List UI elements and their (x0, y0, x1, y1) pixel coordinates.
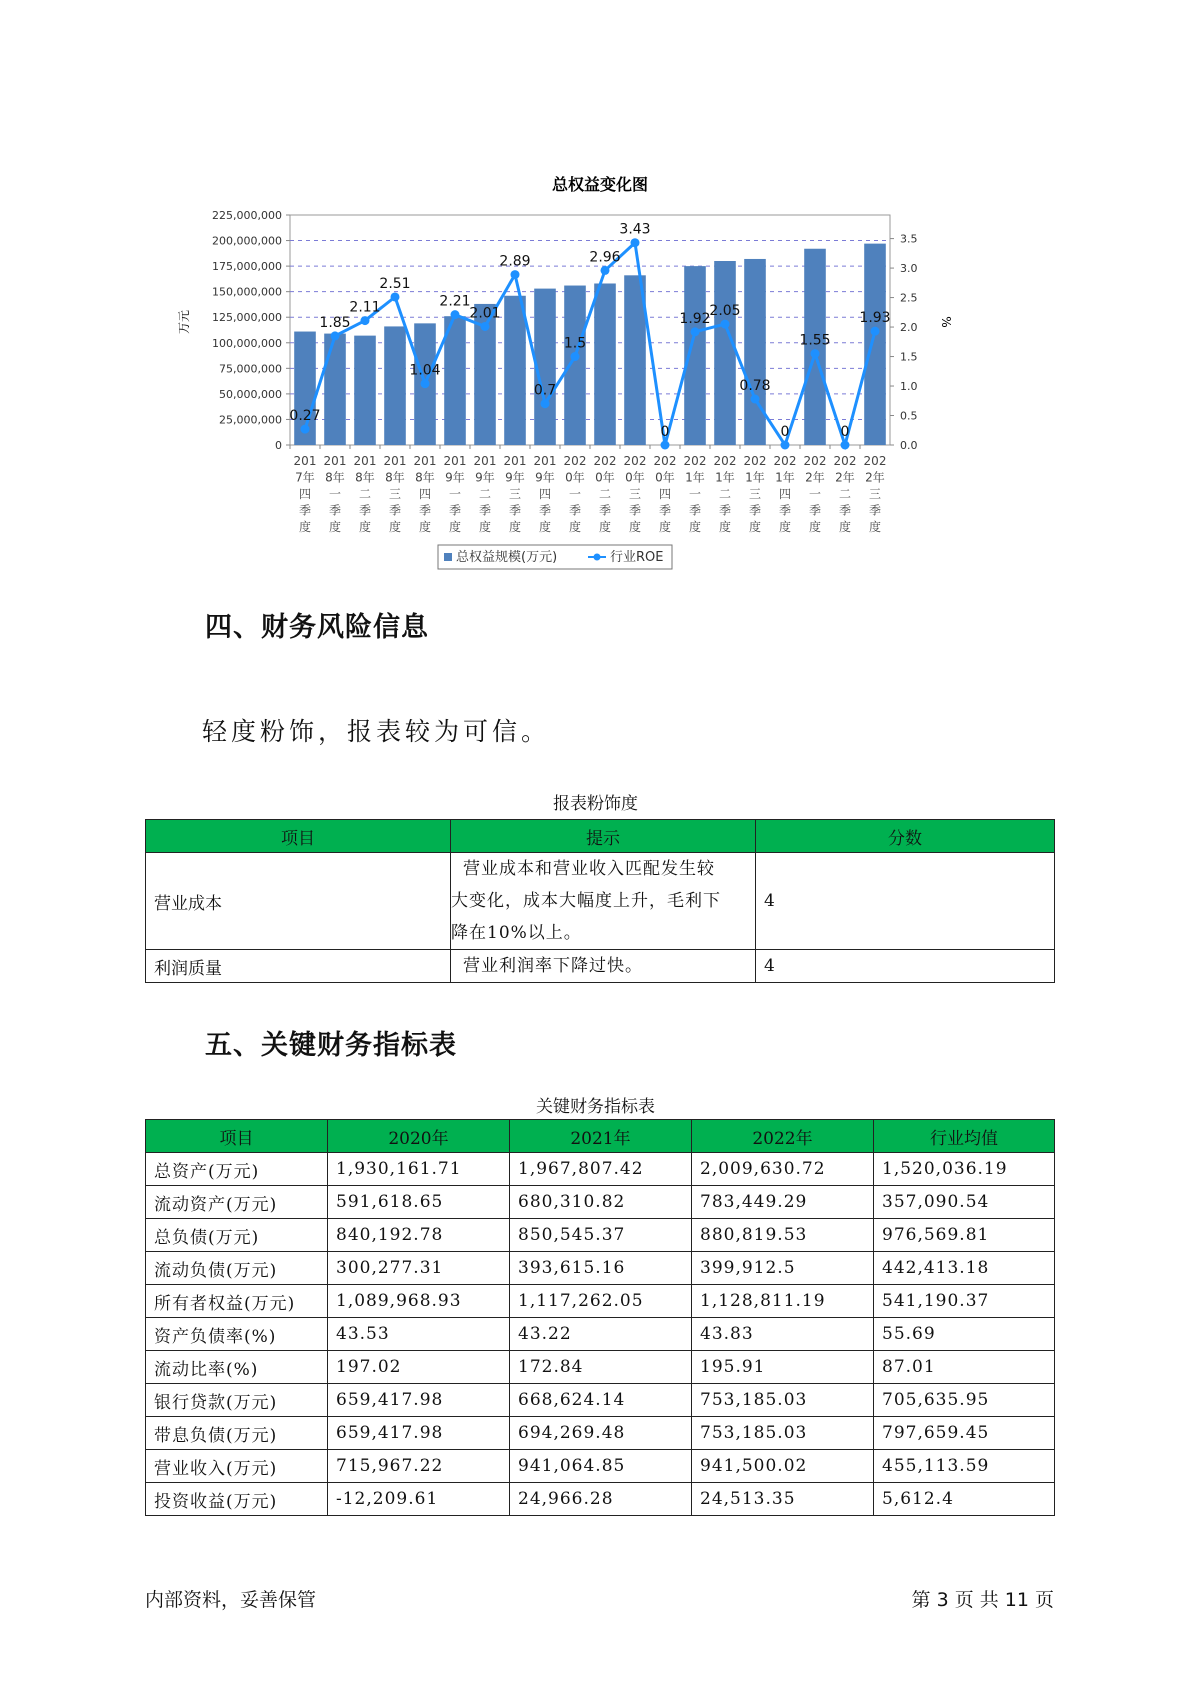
indicator-value-cell: 1,089,968.93 (328, 1285, 510, 1318)
table2-caption: 关键财务指标表 (536, 1097, 655, 1117)
y-tick-label: 100,000,000 (212, 336, 282, 350)
x-tick-label: 0年 (655, 470, 675, 485)
roe-point (631, 238, 640, 247)
x-tick-label: 度 (568, 520, 582, 534)
y-tick-label: 50,000,000 (219, 387, 282, 401)
table-row (146, 1153, 1055, 1186)
indicator-name-cell: 流动比率(%) (146, 1351, 328, 1384)
x-tick-label: 8年 (355, 470, 375, 485)
x-tick-label: 202 (833, 454, 857, 468)
x-tick-label: 季 (808, 503, 822, 518)
x-tick-label: 201 (413, 454, 437, 468)
roe-data-label: 0.7 (533, 382, 557, 399)
indicator-value-cell: 797,659.45 (874, 1417, 1055, 1450)
roe-point (811, 349, 820, 358)
y2-tick-label: 0.0 (900, 439, 918, 452)
indicator-value-cell: 941,500.02 (692, 1450, 874, 1483)
header-cell: 行业均值 (874, 1120, 1055, 1153)
indicator-value-cell: 197.02 (328, 1351, 510, 1384)
y2-tick-label: 1.0 (900, 380, 918, 394)
x-tick-label: 季 (358, 503, 372, 518)
table-row (146, 1384, 1055, 1417)
chart-legend (438, 545, 672, 569)
x-tick-label: 201 (323, 454, 347, 468)
x-tick-label: 季 (778, 503, 792, 518)
x-tick-label: 四 (298, 487, 312, 501)
x-tick-label: 季 (718, 503, 732, 518)
x-tick-label: 度 (298, 520, 312, 534)
y2-tick-label: 3.0 (900, 262, 918, 276)
roe-point (511, 270, 520, 279)
equity-bar (744, 259, 766, 445)
x-tick-label: 一 (808, 487, 822, 501)
x-tick-label: 度 (418, 520, 432, 534)
indicator-value-cell: 840,192.78 (328, 1219, 510, 1252)
indicator-value-cell: 2,009,630.72 (692, 1153, 874, 1186)
x-tick-label: 三 (388, 487, 402, 501)
x-tick-label: 2年 (865, 470, 885, 485)
x-tick-label: 季 (448, 503, 462, 518)
table-row (146, 1417, 1055, 1450)
indicator-value-cell: 399,912.5 (692, 1252, 874, 1285)
x-tick-label: 度 (388, 520, 402, 534)
y-tick-label: 200,000,000 (212, 234, 282, 248)
x-tick-label: 度 (688, 520, 702, 534)
roe-data-label: 1.5 (563, 335, 587, 352)
roe-point (391, 292, 400, 301)
indicator-value-cell: 694,269.48 (510, 1417, 692, 1450)
x-tick-label: 一 (328, 487, 342, 501)
equity-bar (864, 244, 886, 445)
x-tick-label: 度 (478, 520, 492, 534)
equity-bar (504, 296, 526, 445)
x-tick-label: 9年 (445, 470, 465, 485)
roe-point (691, 327, 700, 336)
indicator-value-cell: 55.69 (874, 1318, 1055, 1351)
indicator-value-cell: 753,185.03 (692, 1384, 874, 1417)
x-tick-label: 季 (838, 503, 852, 518)
score-cell: 4 (756, 950, 1055, 983)
roe-point (421, 379, 430, 388)
x-tick-label: 度 (718, 520, 732, 534)
indicator-value-cell: 880,819.53 (692, 1219, 874, 1252)
indicator-value-cell: 659,417.98 (328, 1384, 510, 1417)
header-cell: 2021年 (510, 1120, 692, 1153)
x-tick-label: 1年 (775, 470, 795, 485)
legend-line-label: 行业ROE (610, 550, 664, 565)
indicator-value-cell: 1,967,807.42 (510, 1153, 692, 1186)
x-tick-label: 季 (568, 503, 582, 518)
roe-point (301, 425, 310, 434)
x-tick-label: 0年 (595, 470, 615, 485)
roe-data-label: 2.11 (349, 299, 381, 316)
roe-point (661, 441, 670, 450)
x-tick-label: 二 (838, 487, 852, 501)
equity-bar (594, 283, 616, 445)
key-indicator-table (145, 1119, 1055, 1516)
roe-data-label: 0.78 (739, 378, 771, 394)
x-tick-label: 202 (773, 454, 797, 468)
x-tick-label: 季 (598, 503, 612, 518)
indicator-value-cell: 24,966.28 (510, 1483, 692, 1516)
equity-bar (324, 334, 346, 445)
x-tick-label: 201 (503, 454, 527, 468)
table1-caption: 报表粉饰度 (553, 794, 638, 814)
x-tick-label: 二 (718, 487, 732, 501)
indicator-value-cell: 43.83 (692, 1318, 874, 1351)
x-tick-label: 201 (383, 454, 407, 468)
x-tick-label: 四 (778, 487, 792, 501)
x-tick-label: 8年 (415, 470, 435, 485)
roe-point (331, 331, 340, 340)
roe-point (871, 327, 880, 336)
section5-heading: 五、关键财务指标表 (205, 1030, 457, 1061)
roe-point (781, 441, 790, 450)
roe-data-label: 2.01 (469, 305, 501, 322)
header-cell: 分数 (756, 820, 1055, 853)
x-tick-label: 8年 (385, 470, 405, 485)
indicator-value-cell: 976,569.81 (874, 1219, 1055, 1252)
score-cell: 4 (756, 853, 1055, 950)
equity-bar (384, 326, 406, 445)
x-tick-label: 202 (653, 454, 677, 468)
indicator-value-cell: 195.91 (692, 1351, 874, 1384)
y2-tick-label: 3.5 (900, 232, 918, 246)
x-tick-label: 度 (448, 520, 462, 534)
x-tick-label: 四 (418, 487, 432, 501)
x-tick-label: 一 (688, 487, 702, 501)
roe-data-label: 0.27 (289, 408, 321, 425)
x-tick-label: 202 (563, 454, 587, 468)
x-tick-label: 度 (508, 520, 522, 534)
section4-heading: 四、财务风险信息 (205, 612, 429, 643)
indicator-value-cell: 1,117,262.05 (510, 1285, 692, 1318)
x-tick-label: 三 (868, 487, 882, 501)
indicator-name-cell: 资产负债率(%) (146, 1318, 328, 1351)
x-tick-label: 202 (623, 454, 647, 468)
equity-change-chart (177, 165, 960, 625)
y-tick-label: 75,000,000 (219, 362, 282, 376)
x-tick-label: 度 (358, 520, 372, 534)
table-row (146, 1483, 1055, 1516)
x-tick-label: 季 (868, 503, 882, 518)
indicator-value-cell: 659,417.98 (328, 1417, 510, 1450)
x-tick-label: 202 (803, 454, 827, 468)
x-tick-label: 四 (538, 487, 552, 501)
y-tick-label: 25,000,000 (219, 413, 282, 427)
roe-point (721, 320, 730, 329)
roe-data-label: 0 (840, 424, 850, 440)
footer-confidential: 内部资料，妥善保管 (145, 1589, 317, 1611)
roe-data-label: 2.89 (499, 253, 531, 270)
indicator-name-cell: 总资产(万元) (146, 1153, 328, 1186)
indicator-value-cell: 1,520,036.19 (874, 1153, 1055, 1186)
equity-bar (354, 336, 376, 445)
indicator-value-cell: 753,185.03 (692, 1417, 874, 1450)
x-tick-label: 202 (863, 454, 887, 468)
indicator-name-cell: 银行贷款(万元) (146, 1384, 328, 1417)
x-tick-label: 四 (658, 487, 672, 501)
x-tick-label: 度 (598, 520, 612, 534)
roe-data-label: 2.51 (379, 275, 411, 292)
table-row (146, 1351, 1055, 1384)
y2-tick-label: 2.5 (900, 291, 918, 305)
indicator-name-cell: 所有者权益(万元) (146, 1285, 328, 1318)
x-tick-label: 季 (538, 503, 552, 518)
x-tick-label: 三 (508, 487, 522, 501)
roe-data-label: 3.43 (619, 221, 651, 238)
chart-title: 总权益变化图 (551, 175, 649, 194)
x-tick-label: 季 (508, 503, 522, 518)
roe-data-label: 2.96 (589, 249, 621, 266)
indicator-value-cell: 783,449.29 (692, 1186, 874, 1219)
indicator-name-cell: 带息负债(万元) (146, 1417, 328, 1450)
x-tick-label: 季 (748, 503, 762, 518)
x-tick-label: 季 (298, 503, 312, 518)
indicator-value-cell: 357,090.54 (874, 1186, 1055, 1219)
table-header-row (146, 1120, 1055, 1153)
x-tick-label: 度 (778, 520, 792, 534)
header-cell: 提示 (451, 820, 756, 853)
indicator-value-cell: 1,128,811.19 (692, 1285, 874, 1318)
hint-line: 营业成本和营业收入匹配发生较 (463, 859, 715, 879)
item-cell: 营业成本 (146, 853, 451, 950)
roe-point (451, 310, 460, 319)
indicator-value-cell: 705,635.95 (874, 1384, 1055, 1417)
y2-tick-label: 2.0 (900, 321, 918, 335)
table-row (146, 1450, 1055, 1483)
indicator-value-cell: 442,413.18 (874, 1252, 1055, 1285)
roe-point (571, 352, 580, 361)
roe-point (841, 441, 850, 450)
x-tick-label: 二 (358, 487, 372, 501)
x-tick-label: 8年 (325, 470, 345, 485)
roe-data-label: 1.85 (319, 314, 351, 331)
header-cell: 2020年 (328, 1120, 510, 1153)
roe-data-label: 2.05 (709, 303, 741, 320)
x-tick-label: 度 (808, 520, 822, 534)
x-tick-label: 度 (868, 520, 882, 534)
x-tick-label: 二 (598, 487, 612, 501)
indicator-value-cell: 541,190.37 (874, 1285, 1055, 1318)
indicator-value-cell: 591,618.65 (328, 1186, 510, 1219)
x-tick-label: 202 (713, 454, 737, 468)
x-tick-label: 201 (533, 454, 557, 468)
indicator-value-cell: 1,930,161.71 (328, 1153, 510, 1186)
roe-data-label: 0 (660, 424, 670, 440)
x-tick-label: 三 (748, 487, 762, 501)
indicator-value-cell: 941,064.85 (510, 1450, 692, 1483)
page-number: 第 3 页 共 11 页 (911, 1589, 1054, 1611)
indicator-name-cell: 投资收益(万元) (146, 1483, 328, 1516)
roe-data-label: 2.21 (439, 293, 471, 310)
roe-data-label: 1.04 (409, 362, 441, 379)
y2-tick-label: 1.5 (900, 350, 918, 364)
x-tick-label: 202 (683, 454, 707, 468)
y2-tick-label: 0.5 (900, 409, 918, 423)
table-row (146, 1186, 1055, 1219)
x-tick-label: 度 (838, 520, 852, 534)
roe-data-label: 1.92 (679, 310, 711, 327)
x-tick-label: 0年 (565, 470, 585, 485)
x-tick-label: 201 (353, 454, 377, 468)
legend-bar-label: 总权益规模(万元) (456, 550, 558, 565)
x-tick-label: 1年 (685, 470, 705, 485)
legend-bar-swatch (444, 553, 452, 561)
table-row (146, 1285, 1055, 1318)
header-cell: 项目 (146, 1120, 328, 1153)
whitewash-table (145, 819, 1055, 983)
hint-line: 大变化，成本大幅度上升，毛利下 (451, 891, 721, 911)
legend-line-marker (594, 554, 601, 561)
table-header-row (146, 820, 1055, 853)
x-tick-label: 一 (448, 487, 462, 501)
table-row (146, 950, 1055, 983)
section4-text: 轻度粉饰，报表较为可信。 (202, 717, 551, 746)
y-tick-label: 175,000,000 (212, 260, 282, 274)
indicator-value-cell: 680,310.82 (510, 1186, 692, 1219)
x-tick-label: 1年 (715, 470, 735, 485)
indicator-value-cell: 43.53 (328, 1318, 510, 1351)
indicator-value-cell: 5,612.4 (874, 1483, 1055, 1516)
header-cell: 2022年 (692, 1120, 874, 1153)
indicator-value-cell: 455,113.59 (874, 1450, 1055, 1483)
indicator-value-cell: -12,209.61 (328, 1483, 510, 1516)
y-tick-label: 125,000,000 (212, 311, 282, 325)
y-tick-label: 150,000,000 (212, 285, 282, 299)
x-tick-label: 9年 (475, 470, 495, 485)
x-tick-label: 度 (538, 520, 552, 534)
x-tick-label: 季 (688, 503, 702, 518)
x-tick-label: 季 (628, 503, 642, 518)
x-tick-label: 二 (478, 487, 492, 501)
hint-cell (451, 950, 756, 983)
x-tick-label: 1年 (745, 470, 765, 485)
x-tick-label: 9年 (505, 470, 525, 485)
x-tick-label: 9年 (535, 470, 555, 485)
x-tick-label: 度 (658, 520, 672, 534)
x-tick-label: 度 (748, 520, 762, 534)
indicator-name-cell: 流动负债(万元) (146, 1252, 328, 1285)
indicator-value-cell: 87.01 (874, 1351, 1055, 1384)
y2-axis-label: % (939, 316, 953, 328)
item-cell: 利润质量 (146, 950, 451, 983)
hint-cell (451, 853, 756, 950)
roe-point (481, 322, 490, 331)
x-tick-label: 季 (418, 503, 432, 518)
roe-data-label: 1.55 (799, 332, 831, 349)
x-tick-label: 7年 (295, 470, 315, 485)
indicator-value-cell: 850,545.37 (510, 1219, 692, 1252)
table-row (146, 1252, 1055, 1285)
indicator-value-cell: 300,277.31 (328, 1252, 510, 1285)
hint-line: 营业利润率下降过快。 (463, 956, 643, 976)
indicator-value-cell: 393,615.16 (510, 1252, 692, 1285)
equity-bar (564, 286, 586, 445)
y-axis-label: 万元 (177, 309, 191, 335)
y-tick-label: 0 (275, 439, 282, 452)
roe-data-label: 0 (780, 424, 790, 440)
x-tick-label: 201 (473, 454, 497, 468)
x-tick-label: 三 (628, 487, 642, 501)
indicator-name-cell: 营业收入(万元) (146, 1450, 328, 1483)
x-tick-label: 度 (328, 520, 342, 534)
x-tick-label: 2年 (805, 470, 825, 485)
indicator-value-cell: 24,513.35 (692, 1483, 874, 1516)
x-tick-label: 季 (478, 503, 492, 518)
x-tick-label: 一 (568, 487, 582, 501)
indicator-name-cell: 流动资产(万元) (146, 1186, 328, 1219)
hint-line: 降在10%以上。 (451, 923, 582, 943)
table-row (146, 1219, 1055, 1252)
x-tick-label: 季 (388, 503, 402, 518)
table-row (146, 853, 1055, 950)
header-cell: 项目 (146, 820, 451, 853)
indicator-value-cell: 43.22 (510, 1318, 692, 1351)
indicator-value-cell: 668,624.14 (510, 1384, 692, 1417)
x-tick-label: 201 (293, 454, 317, 468)
equity-bar (714, 261, 736, 445)
x-tick-label: 0年 (625, 470, 645, 485)
x-tick-label: 季 (658, 503, 672, 518)
table-row (146, 1318, 1055, 1351)
x-tick-label: 季 (328, 503, 342, 518)
x-tick-label: 202 (743, 454, 767, 468)
x-tick-label: 度 (628, 520, 642, 534)
roe-point (541, 399, 550, 408)
indicator-value-cell: 715,967.22 (328, 1450, 510, 1483)
x-tick-label: 202 (593, 454, 617, 468)
roe-point (601, 266, 610, 275)
x-tick-label: 2年 (835, 470, 855, 485)
roe-data-label: 1.93 (859, 310, 891, 327)
indicator-name-cell: 总负债(万元) (146, 1219, 328, 1252)
y-tick-label: 225,000,000 (212, 209, 282, 222)
x-tick-label: 201 (443, 454, 467, 468)
indicator-value-cell: 172.84 (510, 1351, 692, 1384)
roe-point (361, 316, 370, 325)
roe-point (751, 395, 760, 404)
